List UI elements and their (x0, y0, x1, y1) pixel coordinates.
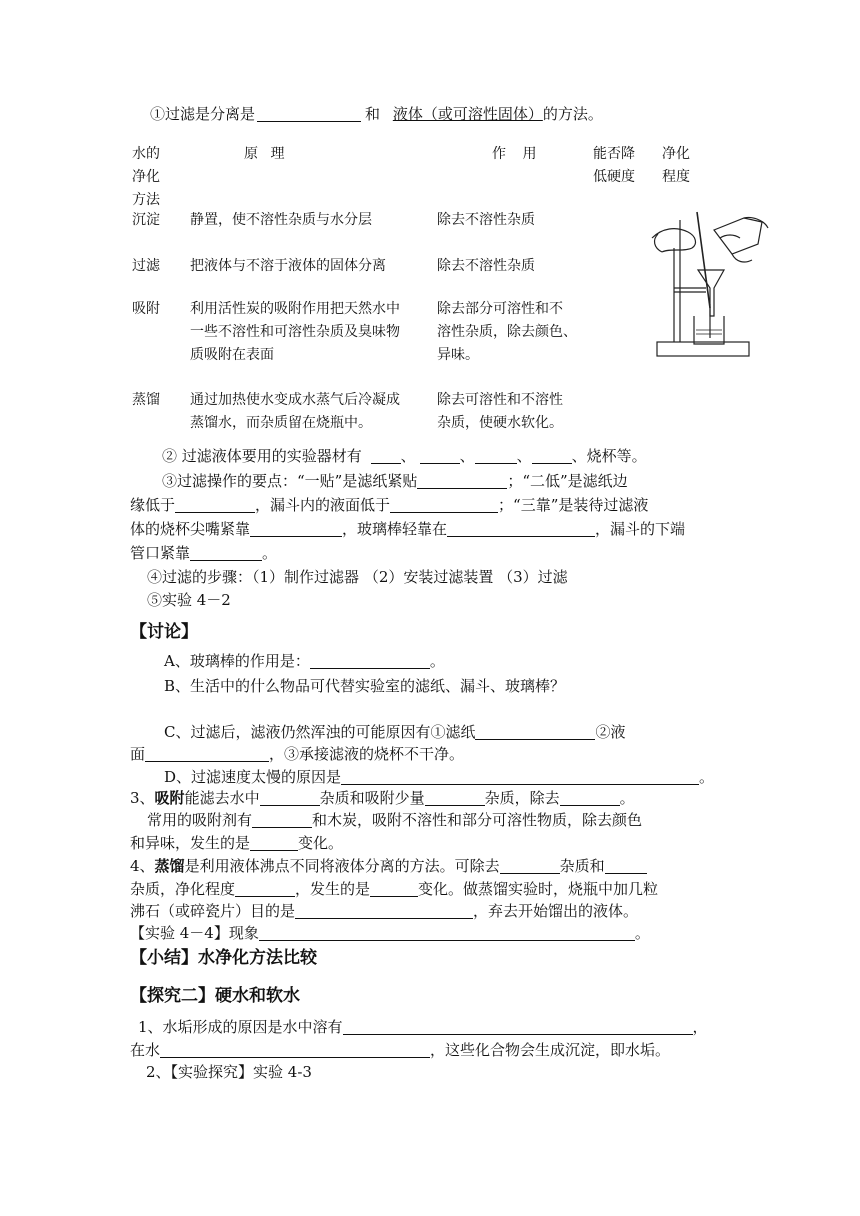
row-method: 蒸馏 (132, 392, 160, 408)
blank[interactable] (390, 496, 498, 513)
row-principle: 把液体与不溶于液体的固体分离 (190, 258, 386, 274)
heading-summary: 【小结】水净化方法比较 (130, 948, 317, 968)
blank[interactable] (417, 472, 507, 489)
row-method: 沉淀 (132, 212, 160, 228)
blank[interactable] (160, 1041, 430, 1058)
section-3-line-2: 常用的吸附剂有 和木炭，吸附不溶性和部分可溶性物质，除去颜色 (147, 811, 643, 829)
section-3: 3、吸附能滤去水中 杂质和吸附少量 杂质，除去 。 (130, 789, 635, 807)
l1-b: 和 (365, 105, 381, 123)
discuss-c: C、过滤后，滤液仍然浑浊的可能原因有①滤纸 ②液 (164, 723, 626, 741)
blank[interactable] (605, 857, 647, 874)
blank[interactable] (532, 447, 572, 464)
line-1 (150, 103, 603, 124)
blank[interactable] (560, 789, 620, 806)
row-effect: 除去不溶性杂质 (437, 212, 535, 228)
explore-line-3: 2、【实验探究】实验 4-3 (146, 1063, 312, 1081)
blank[interactable] (310, 652, 430, 669)
blank[interactable] (447, 520, 595, 537)
blank[interactable] (500, 857, 560, 874)
blank[interactable] (420, 447, 460, 464)
line-7: ④过滤的步骤：（1）制作过滤器 （2）安装过滤装置 （3）过滤 (147, 568, 568, 586)
blank[interactable] (235, 880, 295, 897)
heading-discussion: 【讨论】 (130, 622, 198, 642)
blank[interactable] (250, 520, 342, 537)
section-4-line-2: 杂质，净化程度 ，发生的是 变化。做蒸馏实验时，烧瓶中加几粒 (130, 880, 659, 898)
row-method: 过滤 (132, 258, 160, 274)
line-5: 体的烧杯尖嘴紧靠 ，玻璃棒轻靠在 ，漏斗的下端 (130, 520, 686, 538)
line-2: ② 过滤液体要用的实验器材有 、 、 、 、烧杯等。 (162, 447, 647, 465)
blank[interactable] (190, 544, 262, 561)
section-4-line-3: 沸石（或碎瓷片）目的是 ，弃去开始馏出的液体。 (130, 902, 639, 920)
row-principle: 静置，使不溶性杂质与水分层 (190, 212, 372, 228)
blank[interactable] (175, 496, 255, 513)
discuss-d: D、过滤速度太慢的原因是 。 (164, 768, 715, 786)
blank[interactable] (341, 768, 699, 785)
line-4: 缘低于 ，漏斗内的液面低于 ；“三靠”是装待过滤液 (130, 496, 649, 514)
blank[interactable] (425, 789, 485, 806)
blank[interactable] (252, 811, 312, 828)
section-4: 4、蒸馏是利用液体沸点不同将液体分离的方法。可除去 杂质和 (130, 855, 647, 876)
heading-explore-2: 【探究二】硬水和软水 (130, 986, 300, 1006)
table-header-effect: 作 用 (492, 146, 543, 162)
row-principle: 通过加热使水变成水蒸气后冷凝成 蒸馏水，而杂质留在烧瓶中。 (190, 392, 400, 431)
discuss-a: A、玻璃棒的作用是： 。 (164, 652, 445, 670)
explore-line-2: 在水 ，这些化合物会生成沉淀，即水垢。 (130, 1041, 671, 1059)
blank[interactable] (260, 789, 320, 806)
row-effect: 除去不溶性杂质 (437, 258, 535, 274)
line-6: 管口紧靠 。 (130, 544, 278, 562)
section-3-line-3: 和异味，发生的是 变化。 (130, 834, 344, 852)
explore-line-1: 1、水垢形成的原因是水中溶有 ， (138, 1018, 708, 1036)
blank[interactable] (343, 1018, 693, 1035)
l1-d: 的方法。 (542, 105, 603, 123)
table-header-method: 水的 净化 方法 (132, 146, 160, 208)
discuss-b: B、生活中的什么物品可代替实验室的滤纸、漏斗、玻璃棒？ (164, 677, 566, 695)
blank[interactable] (145, 745, 269, 762)
section-4-line-4: 【实验 4－4】现象 。 (130, 924, 650, 942)
blank[interactable] (295, 902, 473, 919)
row-method: 吸附 (132, 301, 160, 317)
blank[interactable] (370, 880, 418, 897)
blank[interactable] (371, 447, 401, 464)
l1-a: ①过滤是分离是 (150, 105, 256, 123)
discuss-c2: 面 ，③承接滤液的烧杯不干净。 (130, 745, 465, 763)
row-effect: 除去部分可溶性和不 溶性杂质，除去颜色、 异味。 (437, 301, 577, 363)
line-3: ③过滤操作的要点：“一贴”是滤纸紧贴 ；“二低”是滤纸边 (162, 472, 628, 490)
table-header-soft: 能否降 低硬度 (593, 146, 635, 185)
table-header-degree: 净化 程度 (662, 146, 690, 185)
blank[interactable] (250, 834, 298, 851)
row-principle: 利用活性炭的吸附作用把天然水中 一些不溶性和可溶性杂质及臭味物 质吸附在表面 (190, 301, 400, 363)
blank[interactable] (475, 723, 595, 740)
row-effect: 除去可溶性和不溶性 杂质，使硬水软化。 (437, 392, 563, 431)
blank[interactable] (475, 447, 517, 464)
table-header-principle: 原 理 (244, 146, 289, 162)
filtration-apparatus-illustration (640, 208, 775, 360)
line-8: ⑤实验 4－2 (147, 591, 231, 609)
blank[interactable] (259, 924, 635, 941)
blank[interactable] (257, 105, 361, 122)
l1-underlined: 液体（或可溶性固体） (392, 105, 543, 123)
